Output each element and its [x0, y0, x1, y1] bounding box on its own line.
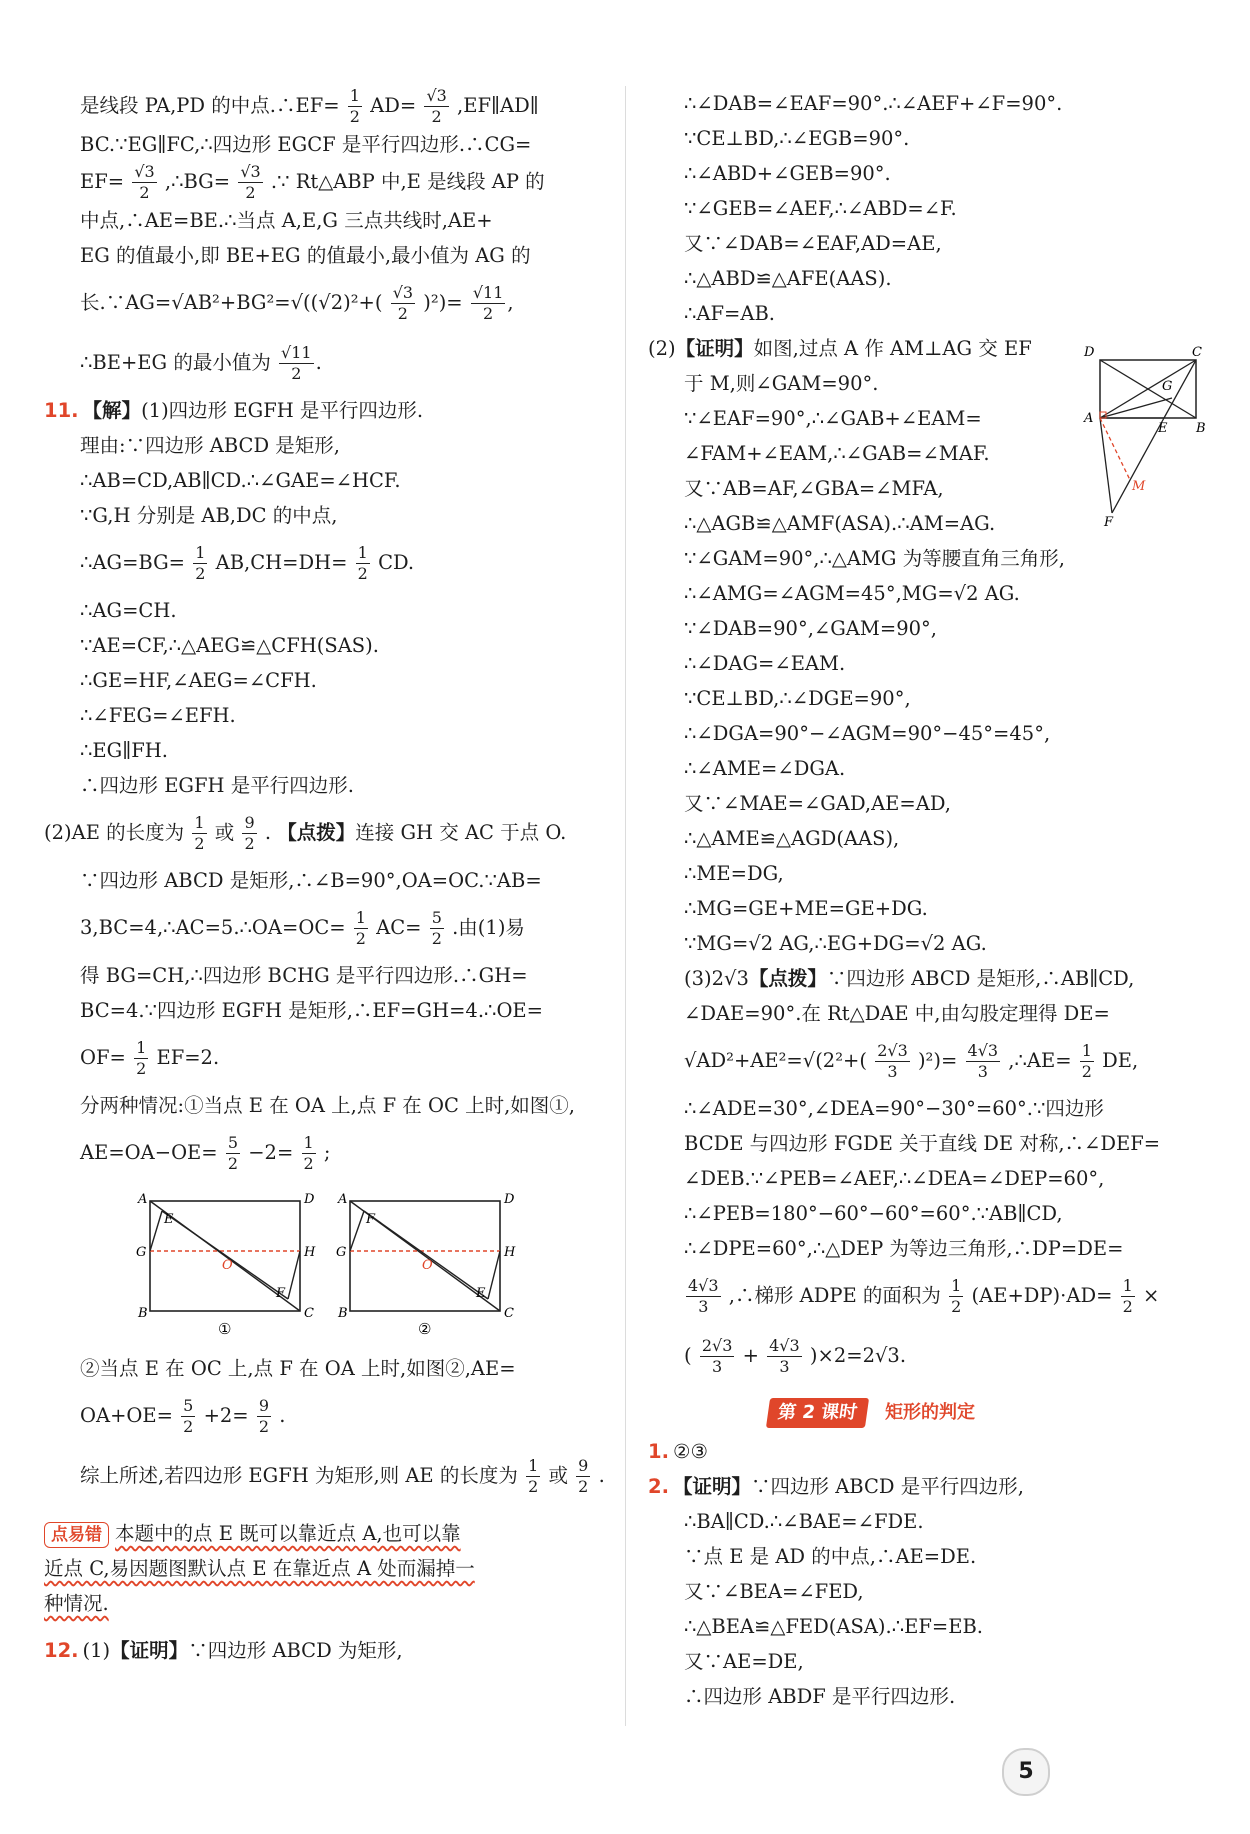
- text-line: 又∵∠MAE=∠GAD,AE=AD,: [684, 792, 951, 815]
- text-line: ∴AG=CH.: [80, 599, 177, 622]
- lesson-badge: 第 2 课时: [766, 1398, 869, 1428]
- label-M: M: [1132, 479, 1146, 494]
- label-C: C: [304, 1306, 314, 1321]
- answer-2-header: 2. 【证明】∵四边形 ABCD 是平行四边形,: [648, 1475, 1024, 1498]
- fraction: $\frac{2√3}{3}$: [877, 1041, 908, 1081]
- text-line: 理由:∵四边形 ABCD 是矩形,: [80, 434, 340, 457]
- label-O: O: [222, 1258, 233, 1273]
- fraction: $\frac{5}{2}$: [183, 1396, 194, 1436]
- text-line: 近点 C,易因题图默认点 E 在靠近点 A 处而漏掉一: [44, 1557, 475, 1580]
- label-G: G: [136, 1245, 147, 1260]
- label-C: C: [504, 1306, 514, 1321]
- text-line: ②当点 E 在 OC 上,点 F 在 OA 上时,如图②,AE=: [80, 1357, 516, 1380]
- text-line: ∴∠ABD+∠GEB=90°.: [684, 162, 891, 185]
- text-line: ∴△AGB≌△AMF(ASA).∴AM=AG.: [684, 512, 996, 535]
- text-line: ∠DEB.∵∠PEB=∠AEF,∴∠DEA=∠DEP=60°,: [684, 1167, 1105, 1190]
- answer-tag: 【解】: [82, 399, 142, 422]
- figure-12-2: [1080, 338, 1210, 528]
- fraction: $\frac{√3}{2}$: [134, 162, 155, 202]
- text-line: 又∵AE=DE,: [684, 1650, 804, 1673]
- text-line: ∵点 E 是 AD 的中点,∴AE=DE.: [684, 1545, 977, 1568]
- text-line: ∴△ABD≌△AFE(AAS).: [684, 267, 892, 290]
- text-line: ∴∠PEB=180°−60°−60°=60°.∵AB∥CD,: [684, 1202, 1063, 1225]
- label-A: A: [1084, 411, 1094, 426]
- text-line: ∴MG=GE+ME=GE+DG.: [684, 897, 928, 920]
- text-line: 中点,∴AE=BE.∴当点 A,E,G 三点共线时,AE+: [80, 209, 493, 232]
- label-A: A: [138, 1192, 148, 1207]
- text-line: 长.∵AG=√AB²+BG²=√((√2)²+( $\frac{√3}{2}$ )²)= $\frac{√11}{2}$ ,: [80, 283, 514, 323]
- text-line: ∵∠DAB=90°,∠GAM=90°,: [684, 617, 937, 640]
- text-line: ∵CE⊥BD,∴∠DGE=90°,: [684, 687, 911, 710]
- text-line: ∴∠FEG=∠EFH.: [80, 704, 236, 727]
- text-line: ∵四边形 ABCD 是矩形,∴∠B=90°,OA=OC.∵AB=: [80, 869, 542, 892]
- text-line: ∵∠EAF=90°,∴∠GAB+∠EAM=: [684, 407, 982, 430]
- text-line: ∴四边形 EGFH 是平行四边形.: [80, 774, 354, 797]
- column-divider: [625, 86, 626, 1726]
- text-line: ∵AE=CF,∴△AEG≌△CFH(SAS).: [80, 634, 379, 657]
- text-line: 又∵∠BEA=∠FED,: [684, 1580, 864, 1603]
- fraction: $\frac{1}{2}$: [195, 543, 206, 583]
- text-line: ∴ME=DG,: [684, 862, 784, 885]
- text-line: ∵∠GEB=∠AEF,∴∠ABD=∠F.: [684, 197, 957, 220]
- text-line: ∠DAE=90°.在 Rt△DAE 中,由勾股定理得 DE=: [684, 1002, 1110, 1025]
- text-line: AE=OA−OE= $\frac{5}{2}$ −2= $\frac{1}{2}$ ;: [80, 1133, 331, 1173]
- fraction: $\frac{1}{2}$: [1081, 1041, 1092, 1081]
- fraction: $\frac{√11}{2}$: [281, 343, 312, 383]
- fraction: $\frac{4√3}{3}$: [688, 1276, 719, 1316]
- text-line: (3)2√3【点拨】∵四边形 ABCD 是矩形,∴AB∥CD,: [684, 967, 1135, 990]
- text-line: ∴BA∥CD.∴∠BAE=∠FDE.: [684, 1510, 924, 1533]
- text: AD=: [370, 94, 417, 117]
- text-line: ∴四边形 ABDF 是平行四边形.: [684, 1685, 956, 1708]
- label-C: C: [1192, 345, 1202, 360]
- label-F: F: [366, 1212, 376, 1227]
- text-line: ∴△BEA≌△FED(ASA).∴EF=EB.: [684, 1615, 983, 1638]
- text-line: (2)【证明】如图,过点 A 作 AM⊥AG 交 EF: [648, 337, 1032, 360]
- text-line: ∴EG∥FH.: [80, 739, 168, 762]
- text-line: 综上所述,若四边形 EGFH 为矩形,则 AE 的长度为 $\frac{1}{2}$ 或 $\frac{9}{2}$ .: [80, 1456, 605, 1496]
- answer-tag: 【证明】: [110, 1639, 189, 1662]
- text-line: ∴∠ADE=30°,∠DEA=90°−30°=60°.∵四边形: [684, 1097, 1104, 1120]
- label-D: D: [1084, 345, 1095, 360]
- label-B: B: [138, 1306, 148, 1321]
- text-line: ∴∠AMG=∠AGM=45°,MG=√2 AG.: [684, 582, 1020, 605]
- text-line: 又∵AB=AF,∠GBA=∠MFA,: [684, 477, 944, 500]
- label-G: G: [1162, 379, 1173, 394]
- answer-1: 1. ②③: [648, 1440, 708, 1463]
- text-line: 分两种情况:①当点 E 在 OA 上,点 F 在 OC 上时,如图①,: [80, 1094, 575, 1117]
- fraction: $\frac{9}{2}$: [258, 1396, 270, 1436]
- label-E: E: [164, 1212, 174, 1227]
- fraction: $\frac{5}{2}$: [431, 908, 442, 948]
- text-line: ∴AB=CD,AB∥CD.∴∠GAE=∠HCF.: [80, 469, 401, 492]
- text-line: [44, 86, 604, 127]
- text-line: OF= $\frac{1}{2}$ EF=2.: [80, 1038, 220, 1078]
- label-H: H: [504, 1245, 516, 1260]
- page-number: 5: [1002, 1748, 1050, 1796]
- text-line: 点易错 本题中的点 E 既可以靠近点 A,也可以靠: [44, 1516, 604, 1551]
- text-line: ∴AF=AB.: [684, 302, 775, 325]
- figure-1: [130, 1191, 330, 1339]
- lesson-header: [768, 1394, 1208, 1430]
- label-B: B: [1196, 421, 1206, 436]
- label-F: F: [276, 1286, 286, 1301]
- fraction: $\frac{9}{2}$: [244, 813, 255, 853]
- label-D: D: [504, 1192, 515, 1207]
- question-number: 12.: [44, 1639, 79, 1662]
- error-prone-note: [44, 1516, 604, 1621]
- answer-tag: 【证明】: [672, 1475, 751, 1498]
- figure-2-caption: ②: [418, 1320, 432, 1338]
- text-line: 得 BG=CH,∴四边形 BCHG 是平行四边形.∴GH=: [80, 964, 528, 987]
- question-number: 11.: [44, 399, 79, 422]
- text-line: 种情况.: [44, 1592, 109, 1615]
- text-line: ∴∠DGA=90°−∠AGM=90°−45°=45°,: [684, 722, 1051, 745]
- text-line: ∴∠DPE=60°,∴△DEP 为等边三角形,∴DP=DE=: [684, 1237, 1124, 1260]
- fraction: $\frac{4√3}{3}$: [769, 1336, 800, 1376]
- text-line: ∵CE⊥BD,∴∠EGB=90°.: [684, 127, 910, 150]
- error-prone-badge: 点易错: [44, 1522, 109, 1548]
- text-line: BC=4.∵四边形 EGFH 是矩形,∴EF=GH=4.∴OE=: [80, 999, 544, 1022]
- text: ,EF∥AD∥: [457, 94, 539, 117]
- fraction: $\frac{5}{2}$: [227, 1133, 239, 1173]
- answer-tag: 【证明】: [675, 337, 754, 360]
- fraction: $\frac{1}{2}$: [357, 543, 368, 583]
- text-line: 于 M,则∠GAM=90°.: [684, 372, 879, 395]
- fraction: $\frac{1}{2}$: [355, 908, 366, 948]
- figure-1-caption: ①: [218, 1320, 232, 1338]
- text-line: OA+OE= $\frac{5}{2}$ +2= $\frac{9}{2}$ .: [80, 1396, 286, 1436]
- label-O: O: [422, 1258, 433, 1273]
- fraction: $\frac{4√3}{3}$: [967, 1041, 999, 1081]
- text-line: 3,BC=4,∴AC=5.∴OA=OC= $\frac{1}{2}$ AC= $\frac{5}{2}$ .由(1)易: [80, 908, 525, 948]
- figures-row: [44, 1191, 604, 1341]
- fraction: $\frac{9}{2}$: [578, 1456, 589, 1496]
- text-line: EG 的值最小,即 BE+EG 的值最小,最小值为 AG 的: [80, 244, 531, 267]
- label-E: E: [476, 1286, 486, 1301]
- left-column: [44, 86, 604, 1668]
- fraction: $\frac{1}{2}$: [951, 1276, 962, 1316]
- text-line: $\frac{4√3}{3}$ ,∴梯形 ADPE 的面积为 $\frac{1}{2}$ (AE+DP)·AD= $\frac{1}{2}$ ×: [688, 1276, 1160, 1316]
- fraction: $\frac{1}{2}$: [349, 86, 360, 126]
- label-B: B: [338, 1306, 348, 1321]
- fraction: $\frac{2√3}{3}$: [701, 1336, 733, 1376]
- text-line: ∠FAM+∠EAM,∴∠GAB=∠MAF.: [684, 442, 990, 465]
- hint-tag: 【点拨】: [748, 967, 827, 990]
- question-11-header: 11. 【解】(1)四边形 EGFH 是平行四边形.: [44, 399, 424, 422]
- label-F: F: [1104, 515, 1114, 528]
- text-line: 又∵∠DAB=∠EAF,AD=AE,: [684, 232, 942, 255]
- figure-2: [330, 1191, 530, 1339]
- fraction: $\frac{√3}{2}$: [426, 86, 447, 126]
- lesson-title: 矩形的判定: [885, 1402, 976, 1423]
- text-line: ∴GE=HF,∠AEG=∠CFH.: [80, 669, 317, 692]
- fraction: $\frac{√3}{2}$: [240, 162, 261, 202]
- fraction: $\frac{1}{2}$: [1122, 1276, 1133, 1316]
- text-line: ∴∠AME=∠DGA.: [684, 757, 846, 780]
- question-number: 2.: [648, 1475, 669, 1498]
- text-line: ∴BE+EG 的最小值为 $\frac{√11}{2}$ .: [80, 343, 322, 383]
- fraction: $\frac{√11}{2}$: [472, 283, 504, 323]
- fraction: $\frac{√3}{2}$: [392, 283, 414, 323]
- label-H: H: [304, 1245, 316, 1260]
- label-G: G: [336, 1245, 347, 1260]
- text-line: ∴AG=BG= $\frac{1}{2}$ AB,CH=DH= $\frac{1}{2}$ CD.: [80, 543, 415, 583]
- label-E: E: [1158, 421, 1168, 436]
- text-line: ∴∠DAB=∠EAF=90°.∴∠AEF+∠F=90°.: [684, 92, 1063, 115]
- text-line: ∵MG=√2 AG,∴EG+DG=√2 AG.: [684, 932, 987, 955]
- fraction: $\frac{1}{2}$: [194, 813, 205, 853]
- fraction: $\frac{1}{2}$: [136, 1038, 147, 1078]
- text-line: ∴△AME≌△AGD(AAS),: [684, 827, 900, 850]
- text: 是线段 PA,PD 的中点.∴EF=: [80, 94, 340, 117]
- fraction: $\frac{1}{2}$: [303, 1133, 314, 1173]
- right-column: [648, 86, 1208, 1714]
- text-line: ( $\frac{2√3}{3}$ + $\frac{4√3}{3}$ )×2=2√3.: [684, 1336, 907, 1376]
- hint-tag: 【点拨】: [277, 821, 356, 844]
- question-12-header: 12. (1)【证明】∵四边形 ABCD 为矩形,: [44, 1639, 403, 1662]
- text-line: ∴∠DAG=∠EAM.: [684, 652, 846, 675]
- text-line: BCDE 与四边形 FGDE 关于直线 DE 对称,∴∠DEF=: [684, 1132, 1161, 1155]
- text-line: (2)AE 的长度为 $\frac{1}{2}$ 或 $\frac{9}{2}$ . 【点拨】连接 GH 交 AC 于点 O.: [44, 813, 567, 853]
- text-line: BC.∵EG∥FC,∴四边形 EGCF 是平行四边形.∴CG=: [80, 133, 532, 156]
- fraction: $\frac{1}{2}$: [528, 1456, 539, 1496]
- label-D: D: [304, 1192, 315, 1207]
- text-line: ∵G,H 分别是 AB,DC 的中点,: [80, 504, 338, 527]
- text-line: √AD²+AE²=√(2²+( $\frac{2√3}{3}$ )²)= $\frac{4√3}{3}$ ,∴AE= $\frac{1}{2}$ DE,: [684, 1041, 1139, 1081]
- question-number: 1.: [648, 1440, 669, 1463]
- text-line: ∵∠GAM=90°,∴△AMG 为等腰直角三角形,: [684, 547, 1065, 570]
- text-line: EF= $\frac{√3}{2}$ ,∴BG= $\frac{√3}{2}$ .∵ Rt△ABP 中,E 是线段 AP 的: [80, 162, 545, 202]
- label-A: A: [338, 1192, 348, 1207]
